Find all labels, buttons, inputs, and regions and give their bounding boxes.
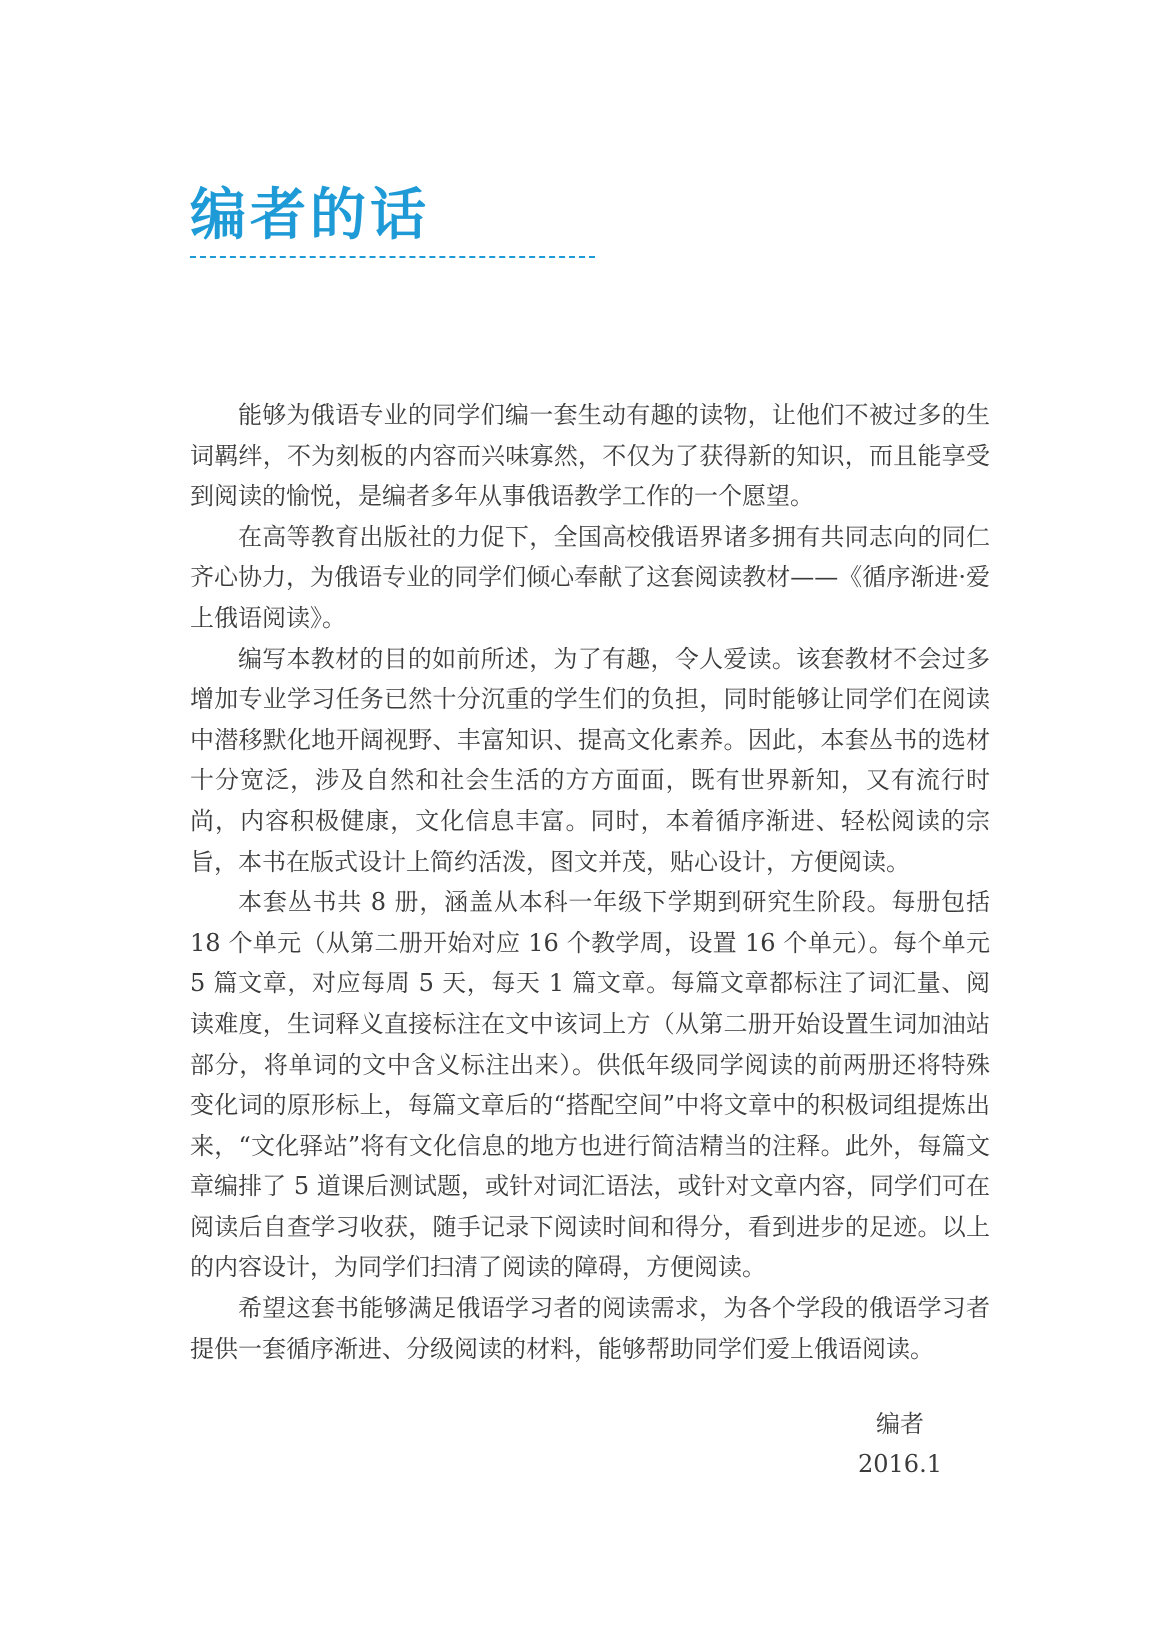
- signature-date: 2016.1: [858, 1450, 942, 1478]
- paragraph-2: 在高等教育出版社的力促下，全国高校俄语界诸多拥有共同志向的同仁齐心协力，为俄语专业的同学们倾心奉献了这套阅读教材——《循序渐进·爱上俄语阅读》。: [190, 522, 990, 632]
- signature-block: [850, 1404, 950, 1484]
- signature-author: 编者: [876, 1410, 924, 1438]
- page-title: 编者的话: [190, 183, 430, 248]
- paragraph-4: 本套丛书共 8 册，涵盖从本科一年级下学期到研究生阶段。每册包括 18 个单元（从第二册开始对应 16 个教学周，设置 16 个单元）。每个单元 5 篇文章，对应每周 5 天，每天 1 篇文章。每篇文章都标注了词汇量、阅读难度，生词释义直接标注在文中该词上方（从第二册开始设置生词加油站部分，将单词的文中含义标注出来）。供低年级同学阅读的前两册还将特殊变化词的原形标上，每篇文章后的“搭配空间”中将文章中的积极词组提炼出来，“文化驿站”将有文化信息的地方也进行简洁精当的注释。此外，每篇文章编排了 5 道课后测试题，或针对词汇语法，或针对文章内容，同学们可在阅读后自查学习收获，随手记录下阅读时间和得分，看到进步的足迹。以上的内容设计，为同学们扫清了阅读的障碍，方便阅读。: [190, 888, 990, 1282]
- title-dashed-divider: [190, 256, 595, 258]
- paragraph-5: 希望这套书能够满足俄语学习者的阅读需求，为各个学段的俄语学习者提供一套循序渐进、分级阅读的材料，能够帮助同学们爱上俄语阅读。: [190, 1294, 990, 1363]
- paragraph-1: 能够为俄语专业的同学们编一套生动有趣的读物，让他们不被过多的生词羁绊，不为刻板的内容而兴味寡然，不仅为了获得新的知识，而且能享受到阅读的愉悦，是编者多年从事俄语教学工作的一个愿望。: [190, 401, 990, 511]
- paragraph-3: 编写本教材的目的如前所述，为了有趣，令人爱读。该套教材不会过多增加专业学习任务已然十分沉重的学生们的负担，同时能够让同学们在阅读中潜移默化地开阔视野、丰富知识、提高文化素养。因此，本套丛书的选材十分宽泛，涉及自然和社会生活的方方面面，既有世界新知，又有流行时尚，内容积极健康，文化信息丰富。同时，本着循序渐进、轻松阅读的宗旨，本书在版式设计上简约活泼，图文并茂，贴心设计，方便阅读。: [190, 644, 990, 876]
- preface-body: [190, 395, 990, 1369]
